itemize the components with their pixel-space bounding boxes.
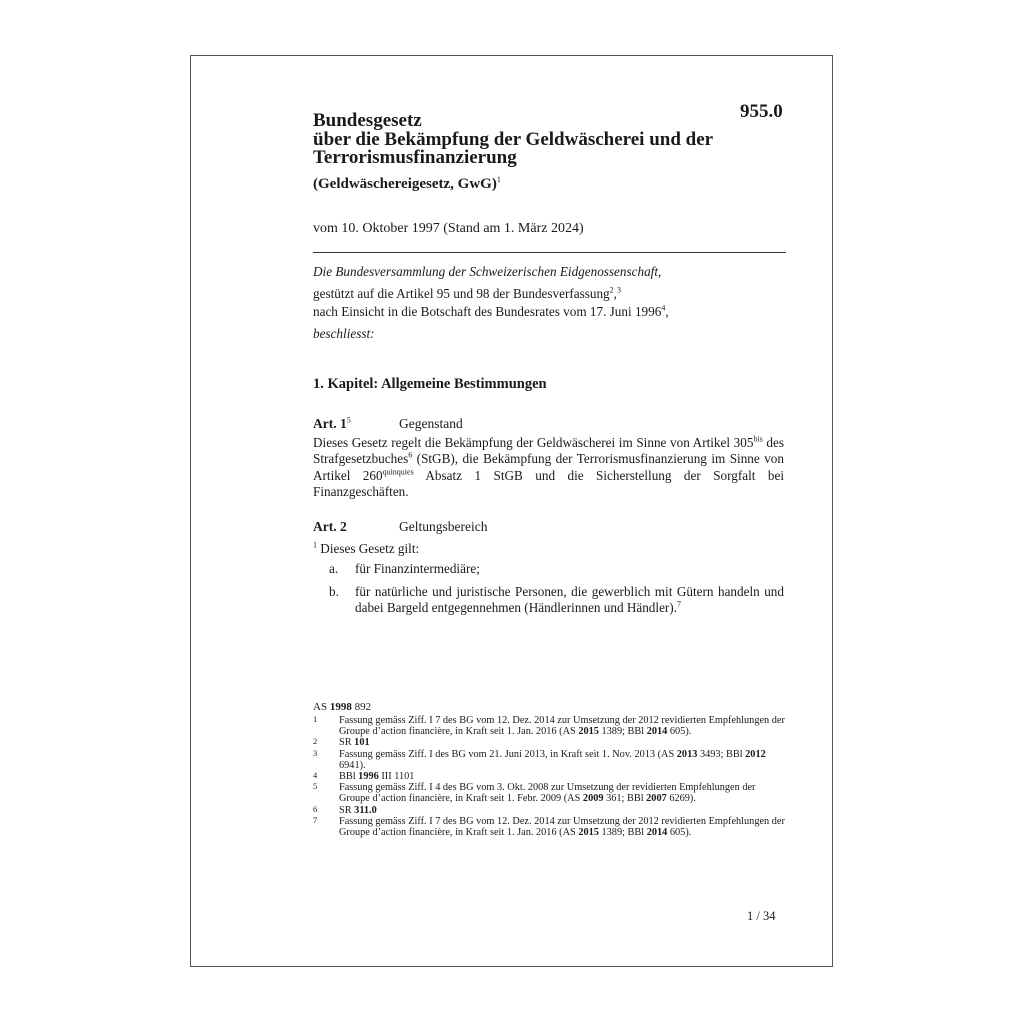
footnote-text: 605). xyxy=(667,726,692,738)
footnote-text: 1389; BBl xyxy=(598,827,647,839)
footnote-ref-7[interactable]: 7 xyxy=(677,600,681,610)
document-subtitle xyxy=(313,176,501,193)
article-1-text xyxy=(313,435,784,501)
footnote-1 xyxy=(313,715,786,737)
preamble xyxy=(313,263,786,343)
as-page: 892 xyxy=(351,701,372,713)
as-prefix: AS xyxy=(313,701,330,713)
sr-number: 955.0 xyxy=(740,101,783,122)
footnote-ref-6[interactable]: 6 xyxy=(408,451,413,461)
article-2-intro xyxy=(313,541,784,557)
article-1-title: Gegenstand xyxy=(399,416,463,431)
footnote-ref-4[interactable]: 4 xyxy=(661,303,666,313)
footnote-4 xyxy=(313,771,786,782)
footnote-number: 1 xyxy=(313,714,318,724)
footnote-text: 6941). xyxy=(339,759,366,771)
footnote-bold: 2015 xyxy=(578,827,599,839)
footnote-text: 1389; BBl xyxy=(598,726,647,738)
footnote-bold: 2013 xyxy=(676,748,698,760)
preamble-line-1: Die Bundesversammlung der Schweizerischen Eidgenossenschaft, xyxy=(313,264,662,279)
footnote-bold: 2012 xyxy=(745,748,766,760)
footnote-text: Fassung gemäss Ziff. I 7 des BG vom 12. Dez. 2014 zur Umsetzung der 2012 revidierten Empfehlungen der Groupe d’action financière, in Kraft seit 1. Jan. 2016 (AS xyxy=(339,715,785,738)
footnote-5 xyxy=(313,782,786,804)
footnote-6 xyxy=(313,805,786,816)
footnote-bold: 2009 xyxy=(582,793,604,805)
chapter-heading: 1. Kapitel: Allgemeine Bestimmungen xyxy=(313,376,547,392)
date-line: vom 10. Oktober 1997 (Stand am 1. März 2024) xyxy=(313,221,584,236)
footnote-3 xyxy=(313,749,786,771)
footnote-bold: 2014 xyxy=(646,827,668,839)
footnote-number: 7 xyxy=(313,814,318,825)
footnote-bold: 101 xyxy=(354,737,370,749)
text-part: Absatz 1 StGB und die Sicherstellung der Sorgfalt bei Finanzgeschäften. xyxy=(313,467,784,500)
footnote-text: BBl xyxy=(339,771,359,783)
footnote-text: 3493; BBl xyxy=(697,748,746,760)
document-title xyxy=(313,112,713,168)
footnote-text: Fassung gemäss Ziff. I des BG vom 21. Juni 2013, in Kraft seit 1. Nov. 2013 (AS xyxy=(339,748,677,760)
paragraph-number: 1 xyxy=(313,540,317,550)
separator: , xyxy=(665,304,669,319)
footnote-7 xyxy=(313,816,786,838)
preamble-line-2 xyxy=(313,285,786,303)
title-divider xyxy=(313,252,786,253)
list-item-label: b. xyxy=(329,584,339,599)
footnote-ref-5[interactable]: 5 xyxy=(346,415,351,425)
list-item-label: a. xyxy=(329,561,339,576)
footnote-text: 361; BBl xyxy=(603,793,647,805)
as-year: 1998 xyxy=(329,701,352,713)
footnote-bold: 311.0 xyxy=(354,804,377,816)
footnote-text: 6269). xyxy=(666,793,696,805)
article-1-number xyxy=(313,416,399,432)
footnote-bold: 2007 xyxy=(646,793,667,805)
preamble-line-2-text: gestützt auf die Artikel 95 und 98 der Bundesverfassung xyxy=(313,286,610,301)
footnote-number: 6 xyxy=(313,803,318,814)
preamble-line-4: beschliesst: xyxy=(313,326,375,341)
footnote-ref-3[interactable]: 3 xyxy=(616,285,621,295)
intro-text: Dieses Gesetz gilt: xyxy=(320,541,420,556)
footnote-ref-2[interactable]: 2 xyxy=(609,285,614,295)
title-line-1: Bundesgesetz xyxy=(313,110,422,131)
footnote-number: 2 xyxy=(313,736,318,747)
page-number: 1 / 34 xyxy=(747,909,776,923)
footnote-2 xyxy=(313,737,786,748)
article-1-heading xyxy=(313,416,463,432)
footnote-text: III 1101 xyxy=(378,771,415,783)
superscript-quinquies: quinquies xyxy=(382,467,414,477)
article-2-heading xyxy=(313,519,487,535)
text-part: (StGB), die Bekämpfung der Terrorismusfinanzierung im Sinne von Artikel 260 xyxy=(313,451,784,483)
footnote-ref-1[interactable]: 1 xyxy=(496,175,501,184)
footnote-text: 605). xyxy=(667,827,692,839)
title-line-2: über die Bekämpfung der Geldwäscherei und der xyxy=(313,128,714,150)
preamble-line-3 xyxy=(313,303,786,321)
footnote-bold: 2014 xyxy=(646,726,668,738)
footnote-bold: 2015 xyxy=(578,726,599,738)
footnote-text: SR xyxy=(339,737,355,749)
separator: , xyxy=(613,286,617,301)
list-item-body: für natürliche und juristische Personen, die gewerblich mit Gütern handeln und dabei Bargeld entgegennehmen (Händlerinnen und Händler). xyxy=(355,584,784,616)
list-item-text xyxy=(355,584,784,617)
official-collection-reference xyxy=(313,701,371,713)
footnote-number: 5 xyxy=(313,781,318,792)
text-part: des Strafgesetzbuches xyxy=(313,435,784,467)
superscript-bis: bis xyxy=(753,434,763,444)
footnote-text: Fassung gemäss Ziff. I 7 des BG vom 12. Dez. 2014 zur Umsetzung der 2012 revidierten Empfehlungen der Groupe d’action financière, in Kraft seit 1. Jan. 2016 (AS xyxy=(339,815,785,839)
title-line-3: Terrorismusfinanzierung xyxy=(313,147,517,168)
document-page xyxy=(190,55,833,967)
subtitle-text: (Geldwäschereigesetz, GwG) xyxy=(313,176,497,192)
footnote-text: SR xyxy=(339,804,355,816)
footnote-text: Fassung gemäss Ziff. I 4 des BG vom 3. Okt. 2008 zur Umsetzung der revidierten Empfehlungen der Groupe d’action financière, in Kraft seit 1. Febr. 2009 (AS xyxy=(339,782,756,805)
footnote-number: 3 xyxy=(313,747,318,758)
list-item-text: für Finanzintermediäre; xyxy=(355,561,480,576)
article-2-number: Art. 2 xyxy=(313,519,347,534)
preamble-line-3-text: nach Einsicht in die Botschaft des Bundesrates vom 17. Juni 1996 xyxy=(313,304,662,319)
footnotes xyxy=(313,715,786,838)
article-number-text: Art. 1 xyxy=(313,416,347,431)
text-part: Dieses Gesetz regelt die Bekämpfung der Geldwäscherei im Sinne von Artikel 305 xyxy=(313,435,754,450)
article-2-title: Geltungsbereich xyxy=(399,519,488,534)
footnote-number: 4 xyxy=(313,770,318,781)
footnote-bold: 1996 xyxy=(358,771,379,783)
